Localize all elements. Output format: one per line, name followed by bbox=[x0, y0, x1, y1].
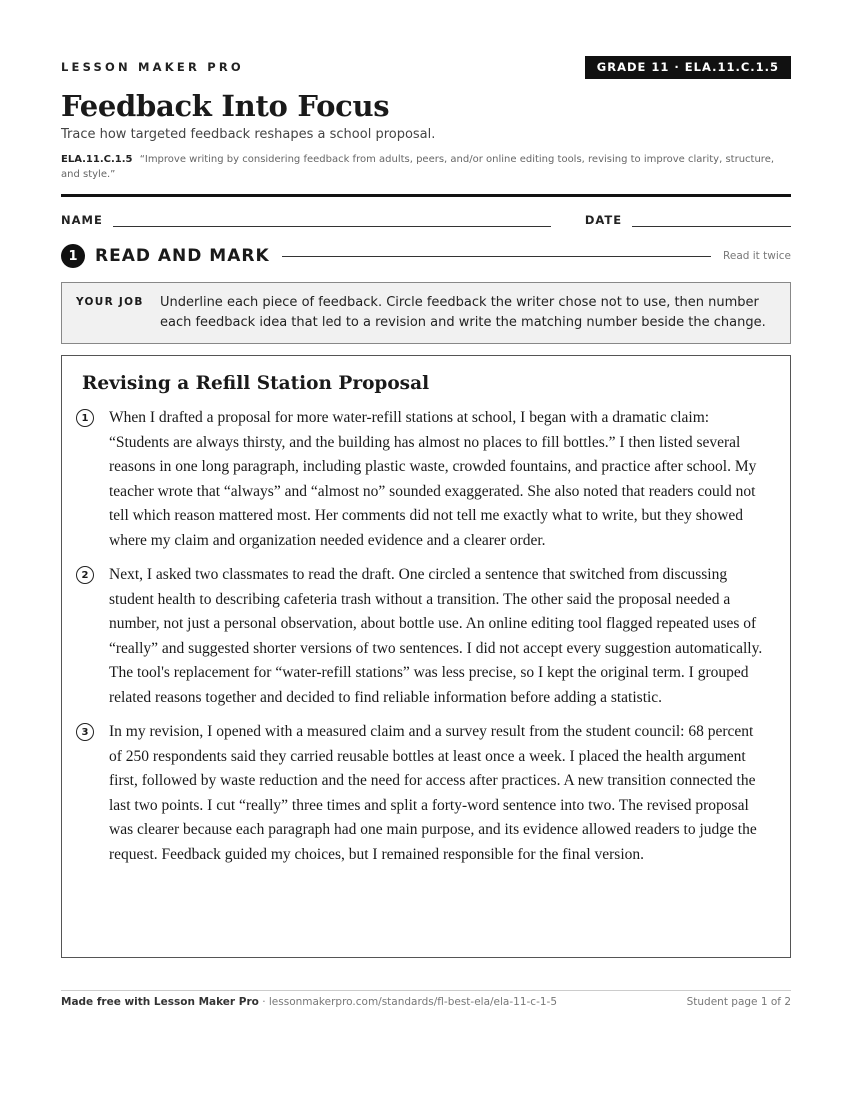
top-row bbox=[61, 55, 791, 79]
paragraph-number: 1 bbox=[76, 409, 94, 427]
paragraph-number: 2 bbox=[76, 566, 94, 584]
instructions-label: YOUR JOB bbox=[76, 296, 144, 308]
page-footer bbox=[61, 990, 791, 1008]
paragraph-2 bbox=[76, 563, 770, 710]
paragraph-text: When I drafted a proposal for more water-refill stations at school, I began with a dramatic claim: “Students are always thirsty, and the building has almost no places to fill bottles.” I then listed several reasons in one long paragraph, including plastic waste, crowded fountains, and practice after school. My teacher wrote that “always” and “almost no” sounded exaggerated. She also noted that readers could not tell which reason mattered most. Her comments did not tell me exactly what to write, but they showed where my claim and organization needed evidence and a clearer order. bbox=[109, 409, 757, 549]
page-number: Student page 1 of 2 bbox=[686, 996, 791, 1008]
reading-passage bbox=[61, 355, 791, 958]
worksheet-page bbox=[61, 55, 791, 958]
date-field[interactable] bbox=[632, 214, 791, 227]
name-field[interactable] bbox=[113, 214, 551, 227]
paragraph-1 bbox=[76, 406, 770, 553]
name-date-row bbox=[61, 211, 791, 227]
page-title: Feedback Into Focus bbox=[61, 89, 390, 123]
standard-code: ELA.11.C.1.5 bbox=[61, 154, 133, 165]
section-divider bbox=[282, 256, 711, 257]
paragraph-number: 3 bbox=[76, 723, 94, 741]
instructions-text: Underline each piece of feedback. Circle feedback the writer chose not to use, then number each feedback idea that led to a revision and write the matching number beside the change. bbox=[160, 295, 766, 330]
paragraph-text: In my revision, I opened with a measured claim and a survey result from the student council: 68 percent of 250 respondents said they carried reusable bottles at least once a week. I placed the health argument first, followed by waste reduction and the need for access after practices. A new transition connected the last two points. I cut “really” three times and split a forty-word sentence into two. The revised proposal was clearer because each paragraph had one main purpose, and its evidence allowed readers to judge the request. Feedback guided my choices, but I remained responsible for the final version. bbox=[109, 723, 757, 863]
page-subtitle: Trace how targeted feedback reshapes a school proposal. bbox=[61, 127, 436, 142]
paragraph-3 bbox=[76, 720, 770, 867]
footer-credit bbox=[61, 996, 557, 1008]
standard-text: “Improve writing by considering feedback from adults, peers, and/or online editing tools, revising to improve clarity, structure, and style.” bbox=[61, 154, 775, 180]
grade-badge: GRADE 11 · ELA.11.C.1.5 bbox=[585, 56, 791, 79]
instructions-box bbox=[61, 282, 791, 344]
brand-name: LESSON MAKER PRO bbox=[61, 60, 244, 74]
passage-title: Revising a Refill Station Proposal bbox=[82, 373, 430, 394]
paragraph-text: Next, I asked two classmates to read the draft. One circled a sentence that switched from discussing student health to describing cafeteria trash without a transition. The other said the proposal needed a number, not just a personal observation, about bottle use. An online editing tool flagged repeated uses of “really” and suggested shorter versions of two sentences. I did not accept every suggestion automatically. The tool's replacement for “water-refill stations” was less precise, so I kept the original term. I grouped related reasons together and decided to find reliable information before adding a statistic. bbox=[109, 566, 763, 706]
step-number-badge: 1 bbox=[61, 244, 85, 268]
section-title: READ AND MARK bbox=[95, 246, 270, 266]
header-divider bbox=[61, 194, 791, 197]
standard-description bbox=[61, 152, 791, 182]
section-note: Read it twice bbox=[723, 250, 791, 262]
date-label: DATE bbox=[584, 213, 623, 227]
footer-made-with: Made free with Lesson Maker Pro bbox=[61, 996, 259, 1008]
footer-url: · lessonmakerpro.com/standards/fl-best-ela/ela-11-c-1-5 bbox=[258, 996, 558, 1008]
name-label: NAME bbox=[61, 213, 103, 227]
section-heading bbox=[61, 244, 791, 268]
